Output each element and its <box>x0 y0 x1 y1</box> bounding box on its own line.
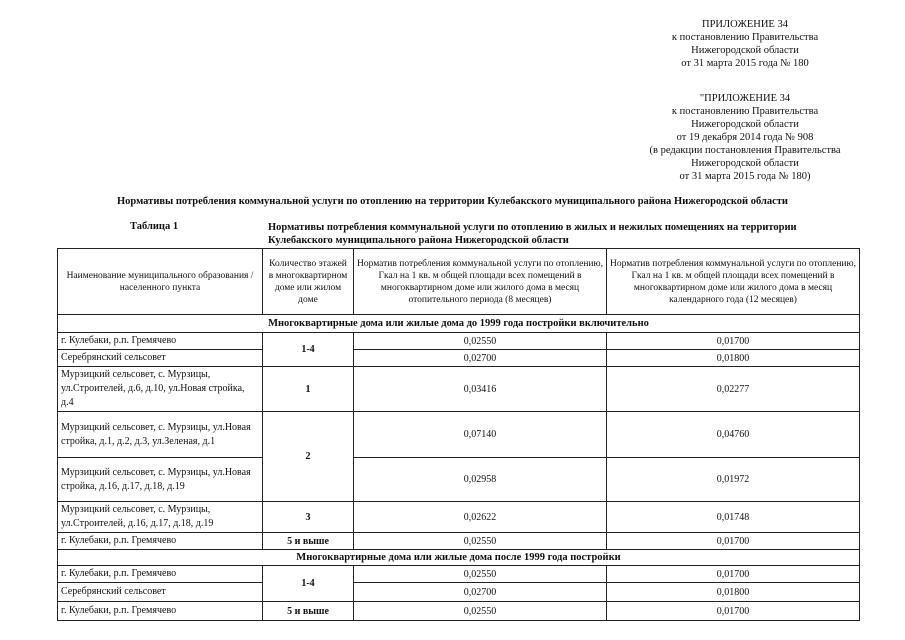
appendix-title: ПРИЛОЖЕНИЕ 34 <box>702 19 788 30</box>
norm-12-cell: 0,04760 <box>607 412 860 458</box>
column-header-name: Наименование муниципального образования / населенного пункта <box>58 249 263 315</box>
settlement-cell: Мурзицкий сельсовет, с. Мурзицы, ул.Новая стройка, д.16, д.17, д.18, д.19 <box>58 458 263 502</box>
norm-12-cell: 0,02277 <box>607 367 860 412</box>
appendix-title: "ПРИЛОЖЕНИЕ 34 <box>699 93 791 104</box>
column-header-floors: Количество этажей в многоквартирном доме или жилом доме <box>263 249 354 315</box>
table-row <box>58 533 860 550</box>
appendix-line: Нижегородской области <box>691 158 799 169</box>
appendix-line: от 19 декабря 2014 года № 908 <box>676 132 814 143</box>
norm-12-cell: 0,01800 <box>607 583 860 602</box>
norms-table <box>57 248 860 621</box>
table-row <box>58 602 860 621</box>
norm-8-cell: 0,07140 <box>354 412 607 458</box>
appendix-line: Нижегородской области <box>691 119 799 130</box>
column-header-norm-8-months: Норматив потребления коммунальной услуги по отоплению, Гкал на 1 кв. м общей площади всех помещений в многоквартирном доме или жилого дома в месяц отопительного периода (8 месяцев) <box>354 249 607 315</box>
norm-8-cell: 0,02550 <box>354 602 607 621</box>
table-row <box>58 502 860 533</box>
appendix-line: к постановлению Правительства <box>671 106 819 117</box>
norm-8-cell: 0,03416 <box>354 367 607 412</box>
norm-8-cell: 0,02550 <box>354 333 607 350</box>
table-row <box>58 350 860 367</box>
appendix-header <box>645 18 845 70</box>
floors-cell: 1-4 <box>263 566 354 602</box>
norm-12-cell: 0,01700 <box>607 333 860 350</box>
section-row <box>58 550 860 566</box>
settlement-cell: г. Кулебаки, р.п. Гремячево <box>58 566 263 583</box>
section-row <box>58 315 860 333</box>
table-row <box>58 566 860 583</box>
norm-8-cell: 0,02550 <box>354 566 607 583</box>
section-title: Многоквартирные дома или жилые дома до 1999 года постройки включительно <box>58 315 860 333</box>
floors-cell: 3 <box>263 502 354 533</box>
table-row <box>58 583 860 602</box>
appendix-line: к постановлению Правительства <box>671 32 819 43</box>
floors-cell: 2 <box>263 412 354 502</box>
floors-cell: 1-4 <box>263 333 354 367</box>
settlement-cell: г. Кулебаки, р.п. Гремячево <box>58 533 263 550</box>
floors-cell: 1 <box>263 367 354 412</box>
norm-12-cell: 0,01700 <box>607 533 860 550</box>
section-title: Многоквартирные дома или жилые дома после 1999 года постройки <box>58 550 860 566</box>
appendix-line: (в редакции постановления Правительства <box>649 145 841 156</box>
table-row <box>58 458 860 502</box>
table-label: Таблица 1 <box>130 221 179 232</box>
norm-12-cell: 0,01800 <box>607 350 860 367</box>
settlement-cell: Мурзицкий сельсовет, с. Мурзицы, ул.Новая стройка, д.1, д.2, д.3, ул.Зеленая, д.1 <box>58 412 263 458</box>
norm-8-cell: 0,02550 <box>354 533 607 550</box>
document-title: Нормативы потребления коммунальной услуги по отоплению на территории Кулебакского муниципального района Нижегородской области <box>117 196 788 207</box>
norm-8-cell: 0,02958 <box>354 458 607 502</box>
settlement-cell: Серебрянский сельсовет <box>58 583 263 602</box>
norm-8-cell: 0,02700 <box>354 350 607 367</box>
table-header-row <box>58 249 860 315</box>
norm-12-cell: 0,01700 <box>607 566 860 583</box>
floors-cell: 5 и выше <box>263 602 354 621</box>
table-caption: Нормативы потребления коммунальной услуги по отоплению в жилых и нежилых помещениях на территории Кулебакского муниципального района Нижегородской области <box>268 222 797 246</box>
norm-12-cell: 0,01700 <box>607 602 860 621</box>
table-row <box>58 412 860 458</box>
table-row <box>58 333 860 350</box>
amended-appendix-header <box>625 92 865 183</box>
norm-12-cell: 0,01972 <box>607 458 860 502</box>
settlement-cell: г. Кулебаки, р.п. Гремячево <box>58 333 263 350</box>
column-header-norm-12-months: Норматив потребления коммунальной услуги по отоплению, Гкал на 1 кв. м общей площади всех помещений в многоквартирном доме или жилого дома в месяц календарного года (12 месяцев) <box>607 249 860 315</box>
settlement-cell: Мурзицкий сельсовет, с. Мурзицы, ул.Строителей, д.16, д.17, д.18, д.19 <box>58 502 263 533</box>
appendix-line: от 31 марта 2015 года № 180) <box>679 171 811 182</box>
appendix-line: от 31 марта 2015 года № 180 <box>681 58 809 69</box>
norm-12-cell: 0,01748 <box>607 502 860 533</box>
norm-8-cell: 0,02622 <box>354 502 607 533</box>
appendix-line: Нижегородской области <box>691 45 799 56</box>
settlement-cell: г. Кулебаки, р.п. Гремячево <box>58 602 263 621</box>
floors-cell: 5 и выше <box>263 533 354 550</box>
settlement-cell: Мурзицкий сельсовет, с. Мурзицы, ул.Строителей, д.6, д.10, ул.Новая стройка, д.4 <box>58 367 263 412</box>
norm-8-cell: 0,02700 <box>354 583 607 602</box>
settlement-cell: Серебрянский сельсовет <box>58 350 263 367</box>
table-row <box>58 367 860 412</box>
